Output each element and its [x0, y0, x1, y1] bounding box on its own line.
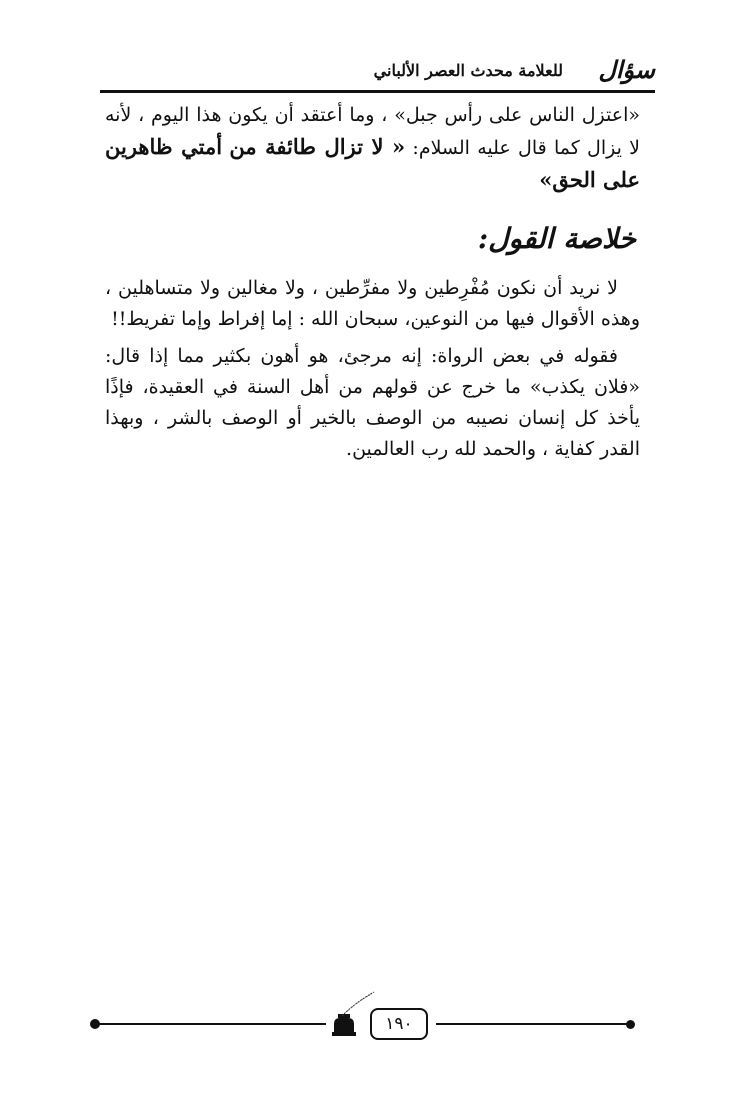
paragraph-quote — [105, 100, 640, 197]
section-heading: خلاصة القول: — [477, 222, 636, 255]
header-rule — [100, 90, 655, 93]
page-body — [105, 100, 640, 465]
hadith-quote-start: « لا تزال طائفة من — [229, 134, 406, 159]
inkwell-quill-icon — [326, 988, 376, 1038]
footer-dot-right — [626, 1020, 635, 1029]
footer-rule-right — [436, 1023, 628, 1025]
page-number: ١٩٠ — [370, 1008, 428, 1040]
book-subtitle: للعلامة محدث العصر الألباني — [373, 61, 563, 80]
paragraph-narrators: فقوله في بعض الرواة: إنه مرجئ، هو أهون بكثير مما إذا قال: «فلان يكذب» ما خرج عن قولهم من أهل السنة في العقيدة، فإذًا يأخذ كل إنسان نصيبه من الوصف بالخير أو الوصف بالشر ، وبهذا القدر كفاية ، والحمد لله رب العالمين. — [105, 345, 640, 460]
page-header — [100, 52, 655, 88]
paragraph-summary: لا نريد أن نكون مُفْرِطين ولا مفرِّطين ، ولا مغالين ولا متساهلين ، وهذه الأقوال فيها من النوعين، سبحان الله : إما إفراط وإما تفريط!! — [105, 277, 640, 330]
book-title-logo: سؤال — [598, 55, 655, 84]
hadith-quote-end: أمتي ظاهرين على الحق» — [105, 134, 640, 192]
paragraph-quote-line1: «اعتزل الناس على رأس جبل» ، وما أعتقد أن يكون هذا — [196, 104, 640, 126]
paragraph-quote-line2: اليوم ، لأنه لا يزال كما قال عليه السلام: — [105, 104, 640, 159]
footer-rule-left — [96, 1023, 326, 1025]
page-footer — [90, 980, 650, 1050]
